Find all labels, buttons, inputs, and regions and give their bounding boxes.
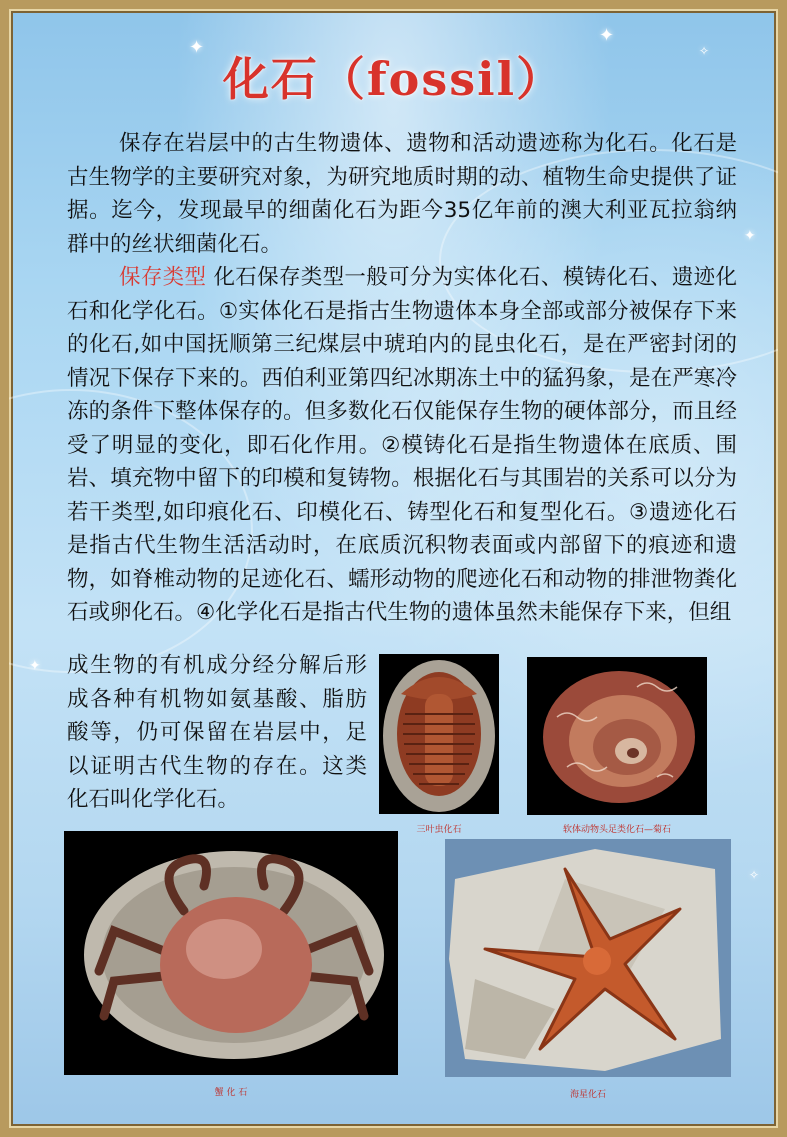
ammonite-caption: 软体动物头足类化石—菊石 bbox=[562, 825, 671, 835]
ammonite-photo bbox=[527, 657, 707, 815]
ammonite-illustration bbox=[527, 657, 707, 815]
intro-paragraph: 保存在岩层中的古生物遗体、遗物和活动遗迹称为化石。化石是古生物学的主要研究对象，为研究地质时期的动、植物生命史提供了证据。迄今，发现最早的细菌化石为距今35亿年前的澳大利亚瓦拉翁纳群中的丝状细菌化石。 bbox=[67, 131, 737, 257]
preservation-types-heading: 保存类型 bbox=[119, 265, 207, 290]
crab-photo bbox=[64, 831, 398, 1075]
sparkle-icon: ✦ bbox=[29, 658, 41, 674]
crab-caption: 蟹 化 石 bbox=[214, 1088, 248, 1098]
sparkle-icon: ✧ bbox=[749, 868, 760, 882]
starfish-photo bbox=[445, 839, 731, 1077]
sparkle-icon: ✦ bbox=[599, 25, 615, 46]
trilobite-illustration bbox=[379, 654, 499, 814]
page-title: 化石（fossil） bbox=[222, 52, 565, 106]
sparkle-icon: ✦ bbox=[189, 37, 205, 58]
preservation-types-paragraph bbox=[67, 261, 737, 630]
chemical-fossil-paragraph: 成生物的有机成分经分解后形成各种有机物如氨基酸、脂肪酸等，仍可保留在岩层中，足以证明古代生物的存在。这类化石叫化学化石。 bbox=[67, 653, 367, 812]
starfish-caption: 海星化石 bbox=[569, 1090, 606, 1100]
trilobite-photo bbox=[379, 654, 499, 814]
trilobite-caption: 三叶虫化石 bbox=[416, 825, 462, 835]
sparkle-icon: ✧ bbox=[699, 44, 710, 58]
crab-illustration bbox=[64, 831, 398, 1075]
starfish-illustration bbox=[445, 839, 731, 1077]
preservation-types-text: 化石保存类型一般可分为实体化石、模铸化石、遗迹化石和化学化石。①实体化石是指古生物遗体本身全部或部分被保存下来的化石,如中国抚顺第三纪煤层中琥珀内的昆虫化石，是在严密封闭的情况下保存下来的。西伯利亚第四纪冰期冻土中的猛犸象，是在严寒冷冻的条件下整体保存的。但多数化石仅能保存生物的硬体部分，而且经受了明显的变化，即石化作用。②模铸化石是指生物遗体在底质、围岩、填充物中留下的印模和复铸物。根据化石与其围岩的关系可以分为若干类型,如印痕化石、印模化石、铸型化石和复型化石。③遗迹化石是指古代生物生活活动时，在底质沉积物表面或内部留下的痕迹和遗物，如脊椎动物的足迹化石、蠕形动物的爬迹化石和动物的排泄物粪化石或卵化石。④化学化石是指古代生物的遗体虽然未能保存下来，但组 bbox=[67, 265, 737, 625]
sparkle-icon: ✦ bbox=[744, 228, 756, 244]
